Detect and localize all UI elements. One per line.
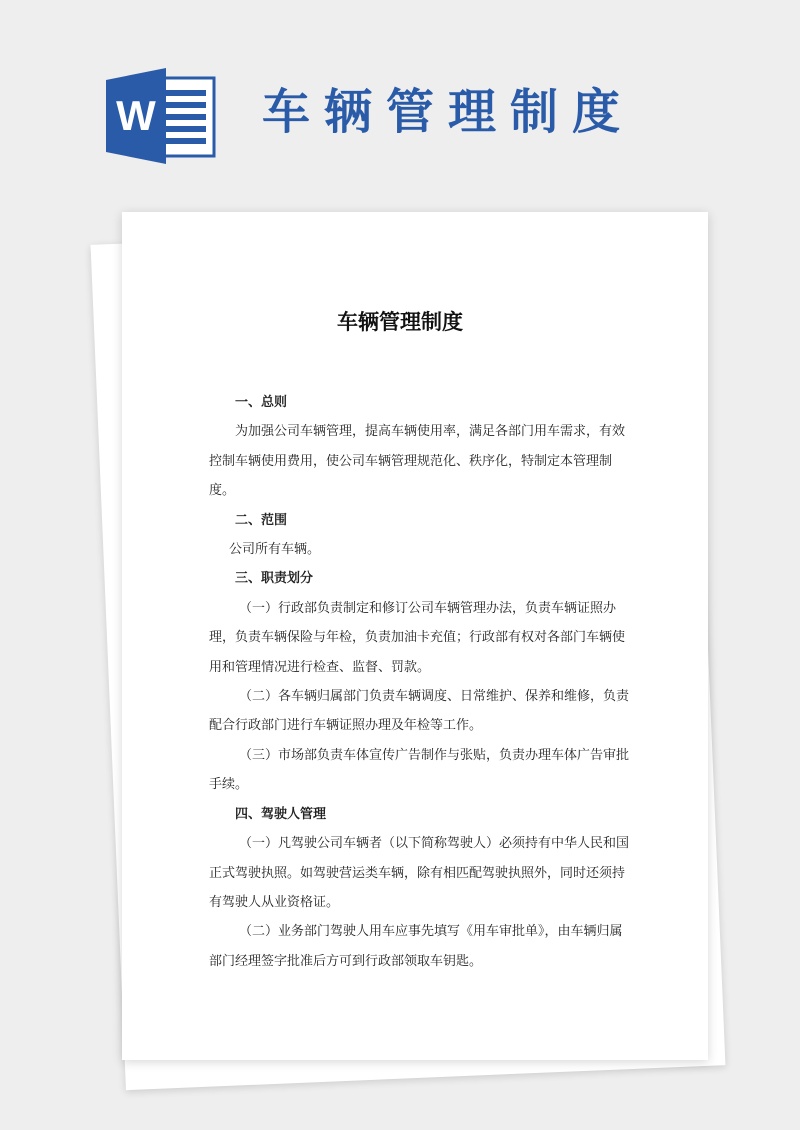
paragraph: （一）行政部负责制定和修订公司车辆管理办法，负责车辆证照办理，负责车辆保险与年检，负责加油卡充值；行政部有权对各部门车辆使用和管理情况进行检查、监督、罚款。: [209, 600, 626, 675]
paragraph: （二）各车辆归属部门负责车辆调度、日常维护、保养和维修，负责配合行政部门进行车辆证照办理及年检等工作。: [209, 689, 630, 734]
section-heading: 一、总则: [235, 395, 288, 410]
section-heading: 二、范围: [235, 512, 288, 528]
paragraph: （二）业务部门驾驶人用车应事先填写《用车审批单》，由车辆归属部门经理签字批准后方可到行政部领取车钥匙。: [209, 924, 623, 969]
section-heading: 三、职责划分: [235, 571, 314, 587]
paragraph: （一）凡驾驶公司车辆者（以下简称驾驶人）必须持有中华人民和国正式驾驶执照。如驾驶营运类车辆，除有相匹配驾驶执照外，同时还须持有驾驶人从业资格证。: [209, 836, 630, 910]
section-heading: 四、驾驶人管理: [235, 806, 327, 822]
word-icon: [106, 68, 218, 164]
paragraph: 公司所有车辆。: [229, 542, 321, 558]
document-title: 车辆管理制度: [337, 310, 463, 334]
paragraph: （三）市场部负责车体宣传广告制作与张贴，负责办理车体广告审批手续。: [209, 747, 630, 793]
svg-text:W: W: [116, 92, 156, 139]
banner-title: 车辆管理制度: [262, 84, 635, 140]
paragraph: 为加强公司车辆管理，提高车辆使用率，满足各部门用车需求，有效控制车辆使用费用，使公司车辆管理规范化、秩序化，特制定本管理制度。: [209, 424, 626, 499]
document-body: [209, 388, 629, 976]
header-banner: [0, 0, 800, 200]
